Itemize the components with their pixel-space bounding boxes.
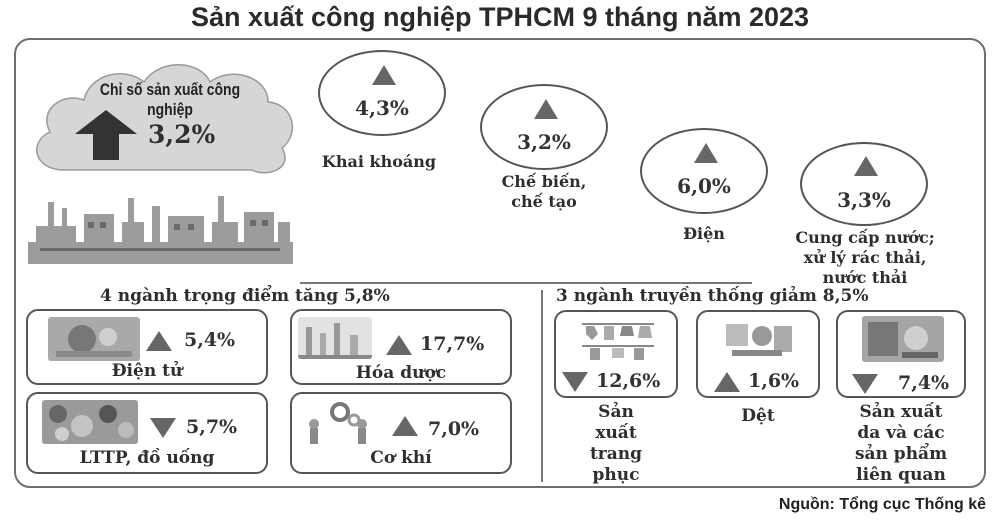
sector-value: 4,3% <box>355 96 409 120</box>
arrow-up-icon <box>714 372 740 392</box>
sector-label: Chế biến, chế tạo <box>501 172 587 211</box>
arrow-down-icon <box>150 418 176 438</box>
index-label: Chỉ số sản xuất công nghiệp <box>99 80 241 119</box>
source-text: Nguồn: Tổng cục Thống kê <box>778 496 986 513</box>
sector-label: Khai khoáng <box>321 152 437 171</box>
industry-box-pharma <box>290 309 512 385</box>
industry-value: 5,4% <box>184 329 236 351</box>
industry-box-food <box>26 392 268 474</box>
sector-value: 3,2% <box>517 130 571 154</box>
traditional-box-clothing <box>554 310 678 398</box>
industry-label: Cơ khí <box>370 448 432 468</box>
traditional-value: 7,4% <box>898 372 950 394</box>
arrow-up-icon <box>75 110 137 160</box>
sector-circle-mining <box>318 50 446 136</box>
clothes-icon <box>580 318 656 362</box>
sector-value: 6,0% <box>677 174 731 198</box>
industry-value: 7,0% <box>428 418 480 440</box>
industry-label: Hóa dược <box>355 363 447 383</box>
arrow-up-icon <box>392 416 418 436</box>
traditional-label: Sản xuất da và các sản phẩm liên quan <box>854 402 948 485</box>
arrow-down-icon <box>562 372 588 392</box>
industry-value: 17,7% <box>420 333 485 355</box>
index-value: 3,2% <box>148 120 216 149</box>
factory-icon <box>28 192 293 264</box>
industry-value: 5,7% <box>186 416 238 438</box>
industry-label: Điện tử <box>111 361 183 381</box>
sector-circle-manufacturing <box>480 84 608 170</box>
traditional-value: 12,6% <box>596 370 661 392</box>
sector-circle-water <box>800 142 928 226</box>
sector-label: Điện <box>683 224 725 243</box>
traditional-label: Sản xuất trang phục <box>589 402 643 485</box>
traditional-value: 1,6% <box>748 370 800 392</box>
electronics-icon <box>48 317 140 361</box>
food-icon <box>42 400 138 444</box>
arrow-down-icon <box>852 374 878 394</box>
key-industries-title: 4 ngành trọng điểm tăng 5,8% <box>100 286 390 306</box>
page-title: Sản xuất công nghiệp TPHCM 9 tháng năm 2023 <box>190 2 810 32</box>
divider <box>541 290 543 482</box>
traditional-box-textile <box>696 310 820 398</box>
industry-box-electronics <box>26 309 268 385</box>
arrow-up-icon <box>146 331 172 351</box>
divider <box>300 282 752 284</box>
sector-value: 3,3% <box>837 188 891 212</box>
leather-icon <box>862 316 944 362</box>
traditional-title: 3 ngành truyền thống giảm 8,5% <box>556 286 869 306</box>
arrow-up-icon <box>534 99 558 119</box>
sector-circle-electricity <box>640 128 768 214</box>
sector-label: Cung cấp nước; xử lý rác thải, nước thải <box>795 228 935 287</box>
textile-icon <box>722 318 798 362</box>
arrow-up-icon <box>694 143 718 163</box>
arrow-up-icon <box>854 156 878 176</box>
gears-icon <box>302 402 378 446</box>
industry-box-mechanical <box>290 392 512 474</box>
arrow-up-icon <box>372 65 396 85</box>
arrow-up-icon <box>386 335 412 355</box>
traditional-label: Dệt <box>741 406 775 426</box>
industry-label: LTTP, đồ uống <box>79 448 215 468</box>
traditional-box-leather <box>836 310 966 398</box>
lab-icon <box>298 317 372 359</box>
